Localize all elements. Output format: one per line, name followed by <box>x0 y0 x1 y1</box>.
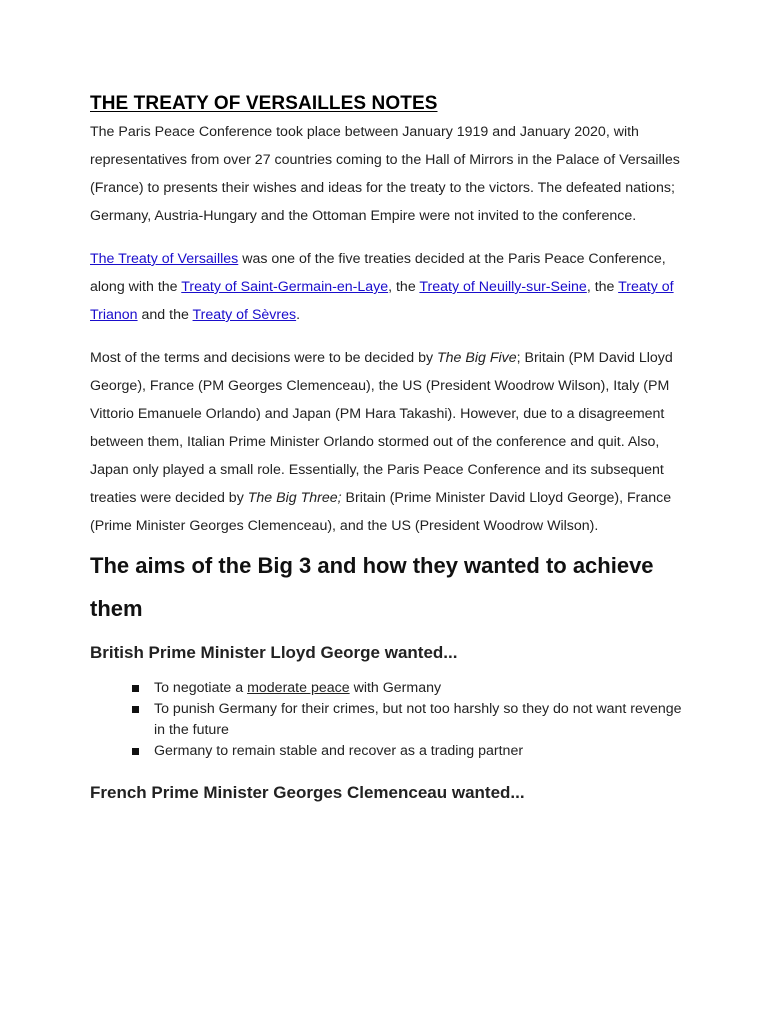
french-heading: French Prime Minister Georges Clemenceau wanted... <box>90 783 525 802</box>
big-five-text-1: Most of the terms and decisions were to be decided by <box>90 350 437 366</box>
link-treaty-of-sevres[interactable]: Treaty of Sèvres <box>192 307 297 323</box>
square-bullet-icon <box>132 685 139 692</box>
british-aims-list <box>90 678 682 762</box>
square-bullet-icon <box>132 748 139 755</box>
treaties-text-1: was one of the five treaties decided at the Paris Peace Conference, along with the <box>90 251 666 295</box>
big-three-emphasis: The Big Three; <box>247 490 342 506</box>
bullet-1-underline: moderate peace <box>247 680 350 696</box>
link-treaty-of-trianon[interactable]: Treaty of Trianon <box>90 279 674 323</box>
intro-paragraph: The Paris Peace Conference took place between January 1919 and January 2020, with representatives from over 27 countries coming to the Hall of Mirrors in the Palace of Versailles (France) to presents their wishes and ideas for the treaty to the victors. The defeated nations; Germany, Austria-Hungary and the Ottoman Empire were not invited to the conference. <box>90 124 680 224</box>
link-treaty-of-versailles[interactable]: The Treaty of Versailles <box>90 251 239 267</box>
list-item <box>90 741 682 762</box>
bullet-1-pre: To negotiate a <box>154 680 248 696</box>
big-five-emphasis: The Big Five <box>437 350 517 366</box>
treaties-text-2: , the <box>388 279 420 295</box>
bullet-3-text: Germany to remain stable and recover as a trading partner <box>154 743 524 759</box>
list-item <box>90 699 682 741</box>
treaties-text-4: and the <box>137 307 193 323</box>
treaties-text-3: , the <box>586 279 619 295</box>
document-title: THE TREATY OF VERSAILLES NOTES <box>90 93 438 114</box>
british-heading: British Prime Minister Lloyd George wanted... <box>90 643 458 662</box>
treaties-paragraph <box>90 245 682 329</box>
treaties-text-5: . <box>296 307 301 323</box>
bullet-2-text: To punish Germany for their crimes, but not too harshly so they do not want revenge in the future <box>154 701 682 738</box>
bullet-1-post: with Germany <box>349 680 442 696</box>
document-page <box>90 92 682 804</box>
list-item <box>90 678 682 699</box>
aims-heading: The aims of the Big 3 and how they wanted to achieve them <box>90 553 654 621</box>
square-bullet-icon <box>132 706 139 713</box>
link-treaty-of-neuilly[interactable]: Treaty of Neuilly-sur-Seine <box>419 279 587 295</box>
big-five-paragraph <box>90 344 682 540</box>
big-five-text-2: ; Britain (PM David Lloyd George), France (PM Georges Clemenceau), the US (President Woodrow Wilson), Italy (PM Vittorio Emanuele Orlando) and Japan (PM Hara Takashi). However, due to a disagreement between them, Italian Prime Minister Orlando stormed out of the conference and quit. Also, Japan only played a small role. Essentially, the Paris Peace Conference and its subsequent treaties were decided by <box>90 350 673 506</box>
big-five-text-3: Britain (Prime Minister David Lloyd George), France (Prime Minister Georges Clemenceau), and the US (President Woodrow Wilson). <box>90 490 672 534</box>
link-treaty-of-saint-germain[interactable]: Treaty of Saint-Germain-en-Laye <box>181 279 389 295</box>
